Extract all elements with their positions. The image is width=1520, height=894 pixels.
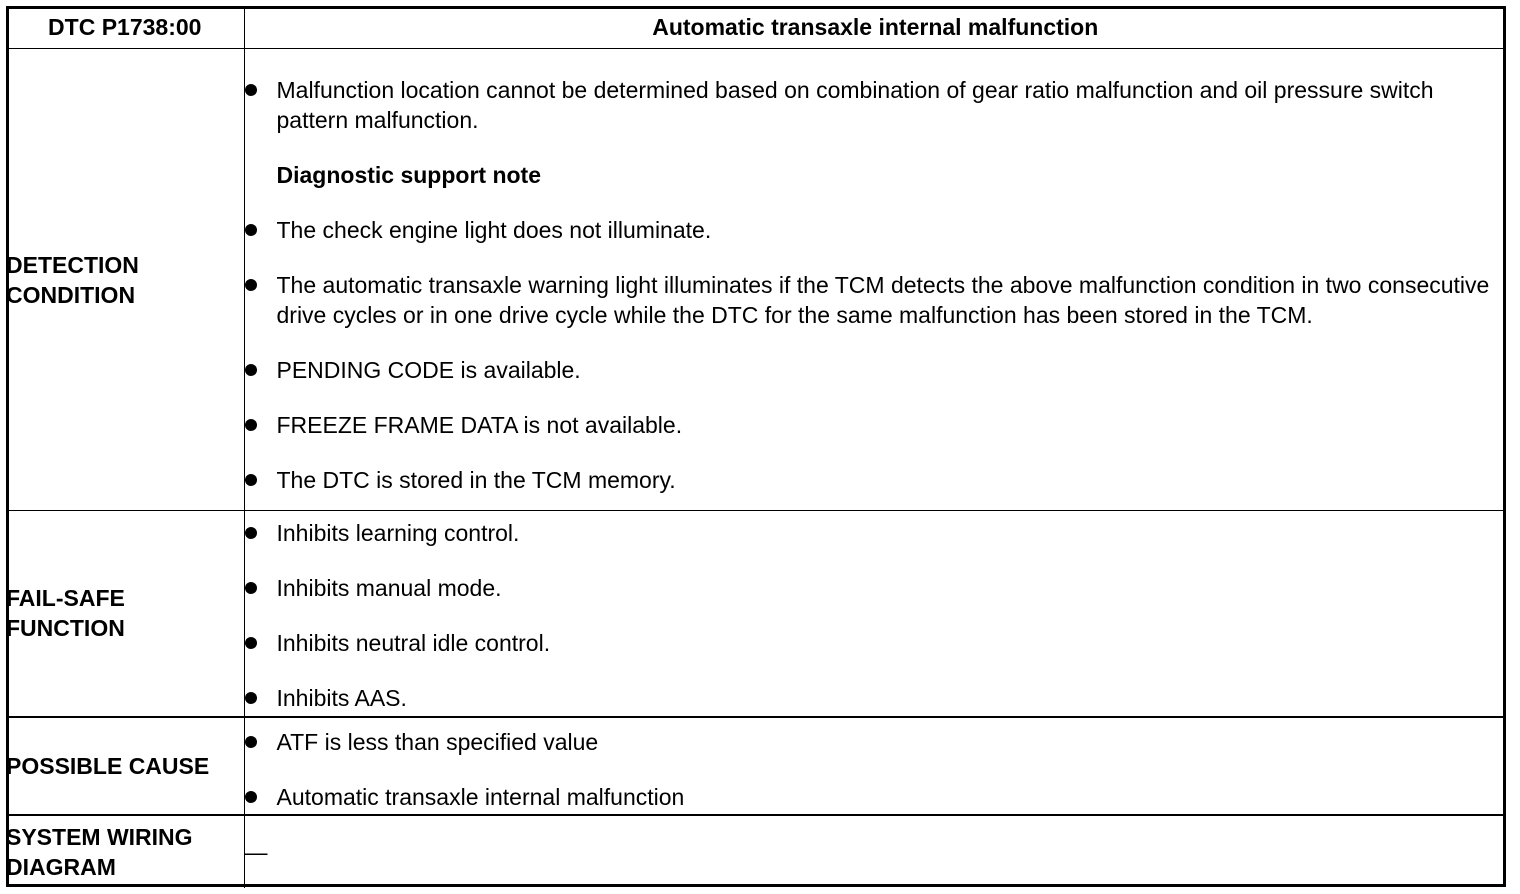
dtc-title: Automatic transaxle internal malfunction — [244, 6, 1506, 49]
bullet-icon — [245, 224, 257, 236]
bullet-text: Inhibits neutral idle control. — [276, 630, 551, 657]
list-item — [245, 215, 1507, 245]
system-wiring-diagram-row — [6, 815, 1506, 888]
bullet-icon — [245, 364, 257, 376]
list-item — [245, 75, 1507, 135]
bullet-text: Inhibits manual mode. — [276, 575, 502, 602]
list-item — [245, 465, 1507, 495]
bullet-text: PENDING CODE is available. — [276, 356, 581, 383]
possible-cause-content — [244, 717, 1506, 815]
diagnostic-note-list — [245, 215, 1507, 495]
diagnostic-note-heading: Diagnostic support note — [276, 161, 541, 188]
list-item — [245, 683, 1507, 713]
bullet-icon — [245, 419, 257, 431]
bullet-icon — [245, 637, 257, 649]
fail-safe-function-content — [244, 511, 1506, 717]
label-line: DETECTION — [6, 251, 139, 278]
possible-cause-label: POSSIBLE CAUSE — [6, 717, 244, 815]
bullet-icon — [245, 527, 257, 539]
detection-condition-content — [244, 49, 1506, 511]
system-wiring-diagram-label — [6, 815, 244, 888]
dtc-code: DTC P1738:00 — [6, 6, 244, 49]
fail-safe-function-label — [6, 511, 244, 717]
bullet-text: FREEZE FRAME DATA is not available. — [276, 411, 683, 438]
bullet-icon — [245, 84, 257, 96]
label-line: FUNCTION — [6, 615, 125, 642]
list-item — [245, 270, 1507, 330]
bullet-text: The DTC is stored in the TCM memory. — [276, 466, 676, 493]
label-line: CONDITION — [6, 281, 136, 308]
bullet-text: Inhibits learning control. — [276, 520, 520, 547]
bullet-text: ATF is less than specified value — [276, 729, 599, 755]
label-line: SYSTEM WIRING — [6, 823, 193, 850]
bullet-icon — [245, 279, 257, 291]
list-item — [245, 355, 1507, 385]
list-item — [245, 782, 1507, 812]
system-wiring-diagram-value: — — [244, 838, 268, 865]
bullet-text: The automatic transaxle warning light illuminates if the TCM detects the above malfunction condition in two consecutive drive cycles or in one drive cycle while the DTC for the same malfunction has been stored in the TCM. — [276, 271, 1490, 328]
bullet-text: Inhibits AAS. — [276, 685, 407, 712]
possible-cause-list — [245, 727, 1507, 812]
dtc-table — [6, 6, 1506, 888]
list-item — [245, 628, 1507, 658]
fail-safe-list — [245, 518, 1507, 713]
label-line: DIAGRAM — [6, 853, 116, 880]
detection-condition-row — [6, 49, 1506, 511]
fail-safe-function-row — [6, 511, 1506, 717]
list-item — [245, 410, 1507, 440]
detection-condition-label — [6, 49, 244, 511]
bullet-icon — [245, 582, 257, 594]
bullet-icon — [245, 474, 257, 486]
list-item — [245, 518, 1507, 548]
header-row — [6, 6, 1506, 49]
bullet-text: The check engine light does not illuminate. — [276, 216, 712, 243]
bullet-text: Automatic transaxle internal malfunction — [276, 784, 685, 810]
label-line: FAIL-SAFE — [6, 585, 125, 612]
list-item — [245, 727, 1507, 757]
list-item — [245, 573, 1507, 603]
detection-main-list — [245, 75, 1507, 135]
bullet-text: Malfunction location cannot be determined based on combination of gear ratio malfunction and oil pressure switch pattern malfunction. — [276, 76, 1434, 133]
bullet-icon — [245, 692, 257, 704]
bullet-icon — [245, 736, 257, 748]
bullet-icon — [245, 791, 257, 803]
possible-cause-row — [6, 717, 1506, 815]
